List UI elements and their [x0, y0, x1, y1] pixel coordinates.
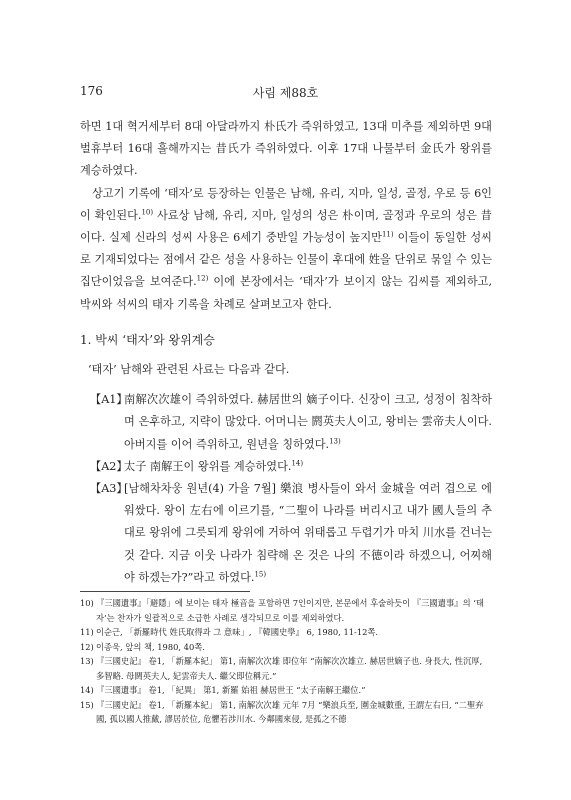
footnote-text: 『三國史記』 卷1, 「新羅本紀」 第1, 南解次次雄 元年 7月 “樂浪兵至, 圍金城數重, 王謂左右曰, “二聖弃國, 孤以國人推戴, 謬居於位, 危懼若涉川水. 今鄰國來侵, 是孤之不德 [96, 699, 484, 724]
footnote-divider [80, 591, 250, 592]
footnote-number: 10) [80, 598, 94, 608]
paragraph-continuation: 하면 1대 혁거세부터 8대 아달라까지 朴氏가 즉위하였고, 13대 미추를 제외하면 9대 벌휴부터 16대 흘해까지는 昔氏가 즉위하였다. 이후 17대 나물부터 金氏가 왕위를 계승하였다. [80, 120, 492, 178]
footnote-15 [80, 698, 492, 727]
footnote-14 [80, 683, 492, 698]
footnote-number: 12) [80, 641, 94, 652]
quote-text-body: 太子 南解王이 왕위를 계승하였다. [124, 459, 292, 473]
footnote-13 [80, 654, 492, 683]
footnote-text: 『三國史記』 卷1, 「新羅本紀」 第1, 南解次次雄 即位年 “南解次次雄立. 赫居世嫡子也. 身長大, 性沉厚, 多智略. 母閼英夫人, 妃雲帝夫人. 繼父即位稱元.” [96, 656, 483, 681]
footnote-ref-14[interactable]: 14) [291, 459, 304, 468]
quote-label: 【A2】 [90, 459, 128, 473]
footnote-number: 11) [80, 627, 94, 637]
source-quotes [80, 389, 492, 589]
footnote-text: 『三國遺事』 卷1, 「紀異」 第1, 新羅 始祖 赫居世王 “太子南解王繼位.” [96, 685, 366, 695]
paragraph-segment: 상고기 기록에 ‘태자’로 등장하는 인물은 남해, 유리, 지마, 일성, 골정, 우로 등 6인이 확인된다. [80, 186, 492, 222]
footnote-number: 15) [80, 699, 94, 710]
section-intro: ‘태자’ 남해와 관련된 사료는 다음과 같다. [88, 363, 290, 377]
quote-text-body: [남해차차웅 원년(4) 가을 7월] 樂浪 병사들이 와서 金城을 여러 겹으로 에워쌌다. 왕이 左右에 이르기를, “二聖이 나라를 버리시고 내가 國人들의 추대로 왕위에 그릇되게 왕위에 거하여 위태롭고 두렵기가 마치 川水를 건너는 것 같다. 지금 이웃 나라가 침략해 온 것은 나의 不德이라 하겠으니, 어찌해야 하겠는가?”라고 하였다. [124, 482, 492, 584]
body-text [80, 116, 492, 589]
footnote-number: 14) [80, 685, 94, 695]
quote-a2 [80, 456, 492, 478]
footnote-ref-15[interactable]: 15) [254, 570, 267, 579]
footnote-ref-11[interactable]: 11) [381, 230, 394, 239]
quote-text [124, 389, 492, 456]
footnote-10 [80, 596, 492, 625]
footnote-ref-12[interactable]: 12) [196, 274, 209, 283]
footnote-12 [80, 640, 492, 655]
quote-label: 【A3】 [90, 482, 128, 496]
quote-text [124, 456, 492, 478]
quote-text [124, 478, 492, 589]
quote-a1 [80, 389, 492, 456]
quote-text-body: 南解次次雄이 즉위하였다. 赫居世의 嫡子이다. 신장이 크고, 성정이 침착하며 온후하고, 지략이 많았다. 어머니는 閼英夫人이고, 왕비는 雲帝夫人이다. 아버지를 이어 즉위하고, 원년을 칭하였다. [124, 393, 492, 451]
paragraph-segment: 사료상 남해, 유리, 지마, 일성의 성은 朴이며, 골정과 우로의 성은 昔이다. 실제 신라의 성씨 사용은 6세기 중반일 가능성이 높지만 [80, 208, 492, 245]
footnote-text: 이순근, 「新羅時代 姓氏取得과 그 意味」, 『韓國史學』 6, 1980, 11-12쪽. [96, 627, 379, 637]
footnote-number: 13) [80, 656, 94, 666]
quote-a3 [80, 478, 492, 589]
footnote-ref-13[interactable]: 13) [329, 436, 341, 445]
paragraph-segment: 이에 본장에서는 ‘태자’가 보이지 않는 김씨를 제외하고, 박씨와 석씨의 태자 기록을 차례로 살펴보고자 한다. [80, 275, 492, 311]
section-heading: 1. 박씨 ‘태자’와 왕위계승 [80, 332, 215, 347]
quote-label: 【A1】 [90, 393, 128, 407]
paragraph-taeja [80, 183, 492, 316]
page-number: 176 [80, 84, 103, 98]
footnote-11 [80, 625, 492, 640]
footnote-text: 『三國遺事』「避隱」에 보이는 태자 極音을 포함하면 7인이지만, 본문에서 후술하듯이 『三國遺事』의 ‘태자’는 찬자가 일괄적으로 소급한 사례로 생각되므로 이를 제외하였다. [96, 598, 484, 623]
footnote-ref-10[interactable]: 10) [141, 208, 154, 217]
paragraph-segment: 이들이 동일한 성씨로 기재되었다는 점에서 같은 성을 사용하는 인물이 후대에 姓을 단위로 묶일 수 있는 집단이었음을 보여준다. [80, 231, 492, 289]
journal-title: 사림 제88호 [252, 86, 319, 100]
page-header [80, 84, 491, 100]
footnote-text: 이종욱, 앞의 책, 1980, 40쪽. [96, 641, 205, 652]
footnotes [80, 596, 492, 727]
